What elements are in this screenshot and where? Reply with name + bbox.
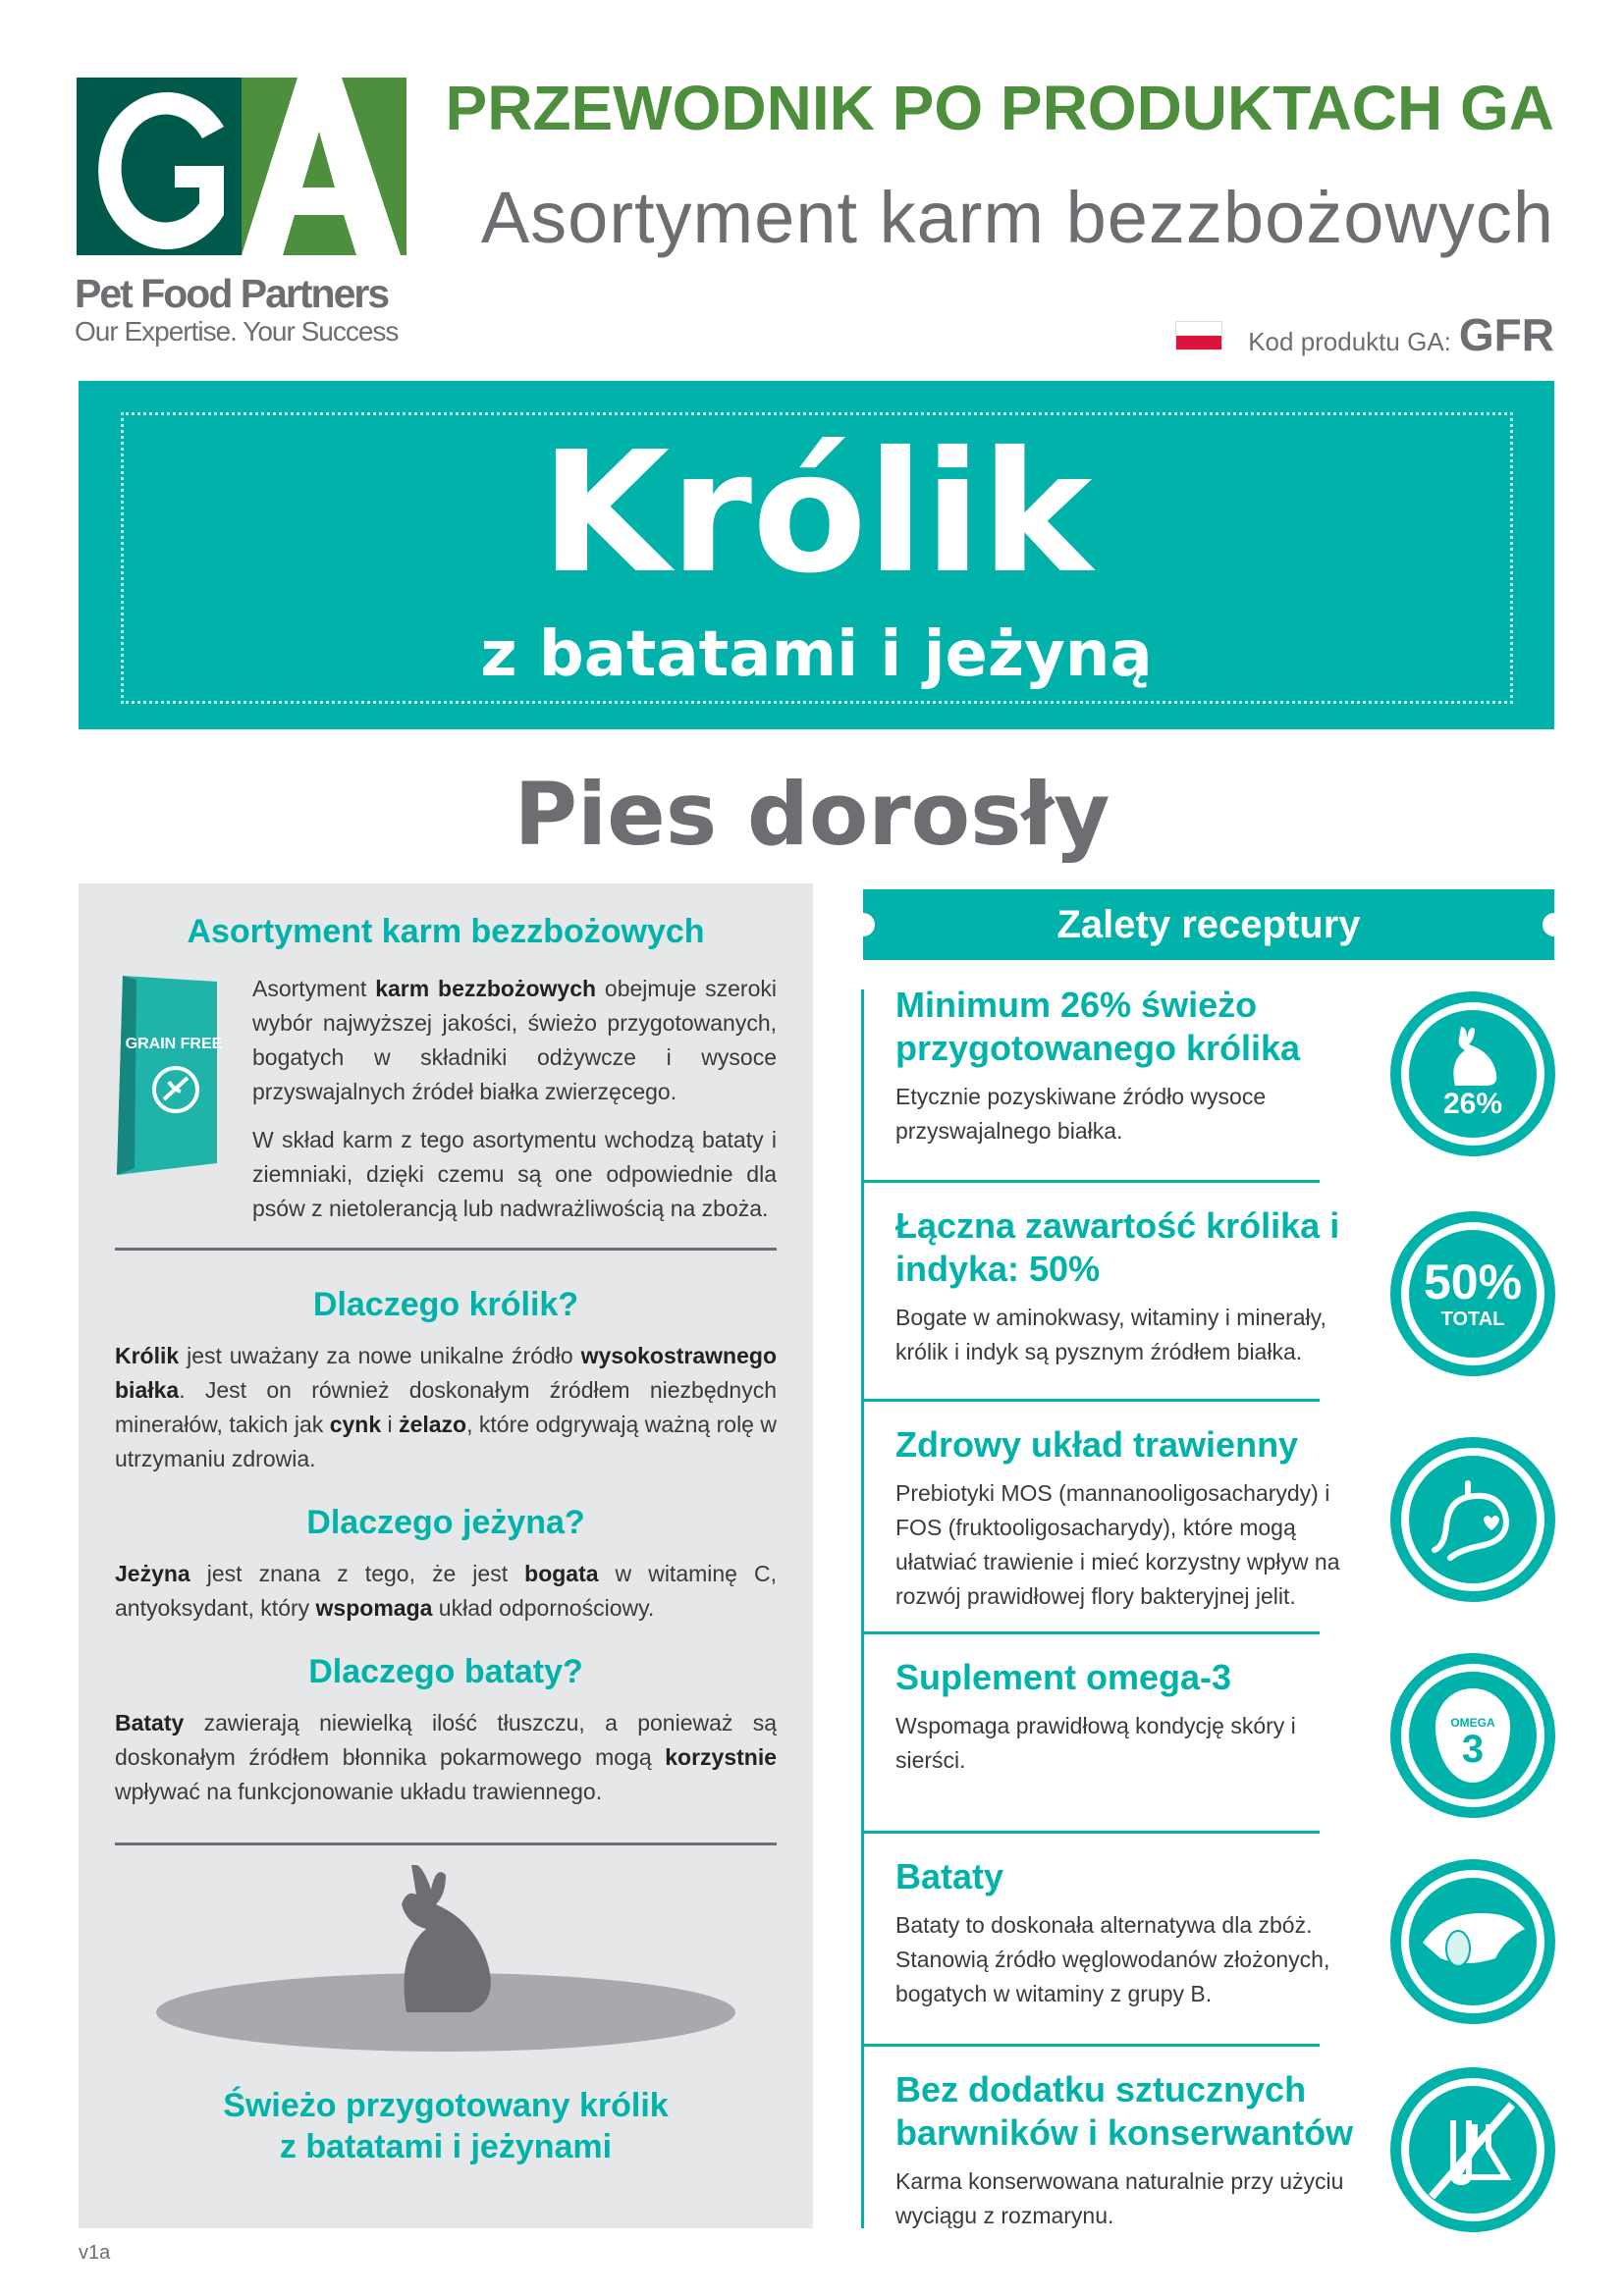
why-sweet-potato-text bbox=[115, 1706, 777, 1809]
bold-text: bogata bbox=[524, 1561, 599, 1586]
svg-text:GRAIN FREE: GRAIN FREE bbox=[125, 1036, 223, 1052]
benefit-title: Zdrowy układ trawienny bbox=[895, 1424, 1299, 1465]
life-stage: Pies dorosły bbox=[514, 764, 1110, 865]
divider bbox=[863, 1180, 1320, 1183]
text-segment: wpływać na funkcjonowanie układu trawiennego. bbox=[115, 1779, 603, 1804]
benefits-heading-bar bbox=[863, 889, 1554, 960]
stomach-glyph-icon bbox=[1429, 1475, 1517, 1564]
bold-text: wspomaga bbox=[315, 1595, 433, 1621]
rabbit-silhouette-icon bbox=[1443, 1027, 1502, 1088]
benefit-item bbox=[863, 984, 1555, 1180]
text-segment: W skład karm z tego asortymentu wchodzą bataty i ziemniaki, dzięki czemu są one odpowiednie dla psów z nietolerancją lub nadwrażliwością na zboża. bbox=[252, 1127, 777, 1221]
drop-shape bbox=[1435, 1688, 1510, 1783]
caption-line-2: z batatami i jeżynami bbox=[279, 2128, 613, 2165]
divider bbox=[115, 1842, 777, 1845]
grain-free-bag-icon bbox=[115, 972, 223, 1180]
stomach-icon bbox=[1390, 1437, 1555, 1602]
percent-icon bbox=[1390, 1211, 1555, 1376]
notch-right bbox=[1543, 913, 1566, 936]
product-code bbox=[1248, 308, 1554, 361]
badge-total: TOTAL bbox=[1440, 1308, 1505, 1330]
text-segment: i bbox=[381, 1412, 400, 1437]
why-blackberry-text bbox=[115, 1557, 777, 1626]
text-segment: Asortyment bbox=[252, 976, 376, 1001]
range-paragraph-2 bbox=[252, 1123, 777, 1226]
flask-crossed-icon bbox=[1414, 2091, 1532, 2209]
benefit-text: Prebiotyki MOS (mannanooligosacharydy) i FOS (fruktooligosacharydy), które mogą ułatwiać trawienie i mieć korzystny wpływ na rozwój prawidłowej flory bakteryjnej jelit. bbox=[895, 1480, 1340, 1609]
sweet-potato-icon bbox=[1390, 1859, 1555, 2024]
benefit-item bbox=[863, 1204, 1555, 1399]
bold-text: karm bezzbożowych bbox=[375, 976, 597, 1001]
divider bbox=[863, 1831, 1320, 1834]
benefits-list bbox=[863, 984, 1555, 2247]
guide-title: PRZEWODNIK PO PRODUKTACH GA bbox=[445, 73, 1554, 143]
badge-50: 50% bbox=[1423, 1255, 1523, 1309]
info-panel bbox=[79, 883, 813, 2228]
no-chemicals-icon bbox=[1390, 2067, 1555, 2232]
bold-text: wysokostrawnego białka bbox=[115, 1343, 777, 1403]
sweet-potato-glyph-icon bbox=[1419, 1907, 1527, 1976]
range-heading: Asortyment karm bezzbożowych bbox=[187, 913, 705, 950]
omega-label: OMEGA bbox=[1450, 1716, 1495, 1730]
divider bbox=[863, 2044, 1320, 2047]
bold-text: Bataty bbox=[115, 1710, 185, 1735]
bold-text: Jeżyna bbox=[115, 1561, 190, 1586]
text-segment: obejmuje szeroki wybór najwyższej jakości, świeżo przygotowanych, bogatych w składniki odżywcze i wysoce przyswajalnych źródeł białka zwierzęcego. bbox=[252, 976, 777, 1104]
benefit-text: Etycznie pozyskiwane źródło wysoce przyswajalnego białka. bbox=[895, 1084, 1267, 1144]
range-paragraph-1 bbox=[252, 972, 777, 1109]
benefit-text: Wspomaga prawidłową kondycję skóry i sierści. bbox=[895, 1713, 1296, 1773]
benefit-text: Bogate w aminokwasy, witaminy i minerały, królik i indyk są pysznym źródłem białka. bbox=[895, 1305, 1326, 1364]
bold-text: żelazo bbox=[399, 1412, 467, 1437]
divider bbox=[863, 1399, 1320, 1402]
benefit-item bbox=[863, 2068, 1555, 2247]
bold-text: cynk bbox=[329, 1412, 382, 1437]
brand-name: Pet Food Partners bbox=[75, 271, 389, 316]
text-segment: jest znana z tego, że jest bbox=[189, 1561, 525, 1586]
why-sweet-potato-heading: Dlaczego bataty? bbox=[308, 1653, 583, 1690]
text-segment: , które odgrywają ważną rolę w utrzymaniu zdrowia. bbox=[115, 1412, 778, 1471]
product-code-value: GFR bbox=[1458, 309, 1554, 360]
benefit-title: Bez dodatku sztucznych barwników i konserwantów bbox=[895, 2069, 1354, 2153]
bold-text: Królik bbox=[115, 1343, 180, 1368]
product-banner bbox=[79, 381, 1554, 729]
bold-text: korzystnie bbox=[665, 1744, 777, 1770]
product-code-label: Kod produktu GA: bbox=[1248, 327, 1451, 356]
benefit-item bbox=[863, 1656, 1555, 1831]
divider bbox=[115, 1248, 777, 1251]
text-segment: . Jest on również doskonałym źródłem niezbędnych minerałów, takich jak bbox=[115, 1377, 777, 1437]
benefit-title: Suplement omega-3 bbox=[895, 1657, 1232, 1697]
benefits-heading: Zalety receptury bbox=[1056, 903, 1361, 946]
product-title: Królik bbox=[540, 416, 1093, 611]
rabbit-icon bbox=[1390, 991, 1555, 1156]
version-label: v1a bbox=[79, 2242, 111, 2264]
benefit-text: Bataty to doskonała alternatywa dla zbóż. Stanowią źródło węglowodanów złożonych, bogatych w witaminy z grupy B. bbox=[895, 1912, 1330, 2006]
ga-logo bbox=[77, 78, 406, 255]
brand-tagline: Our Expertise. Your Success bbox=[75, 316, 399, 347]
text-segment: w witaminę C, antyoksydant, który bbox=[115, 1561, 777, 1621]
text-segment: układ odpornościowy. bbox=[432, 1595, 655, 1621]
omega-number: 3 bbox=[1461, 1728, 1485, 1771]
benefit-title: Bataty bbox=[895, 1856, 1004, 1896]
notch-left bbox=[851, 913, 875, 936]
rabbit-illustration bbox=[151, 1865, 740, 2061]
divider bbox=[863, 1631, 1320, 1634]
product-subtitle: z batatami i jeżyną bbox=[480, 618, 1153, 691]
range-title: Asortyment karm bezzbożowych bbox=[480, 177, 1554, 258]
text-segment: zawierają niewielką ilość tłuszczu, a ponieważ są doskonałym źródłem błonnika pokarmowego mogą bbox=[115, 1710, 777, 1770]
why-blackberry-heading: Dlaczego jeżyna? bbox=[306, 1504, 585, 1541]
benefit-item bbox=[863, 1855, 1555, 2044]
why-rabbit-text bbox=[115, 1339, 777, 1476]
badge-26: 26% bbox=[1442, 1088, 1503, 1120]
poland-flag-icon bbox=[1175, 321, 1222, 350]
why-rabbit-heading: Dlaczego królik? bbox=[312, 1286, 579, 1323]
range-intro bbox=[115, 972, 777, 1226]
benefit-text: Karma konserwowana naturalnie przy użyciu wyciągu z rozmarynu. bbox=[895, 2168, 1344, 2228]
benefit-item bbox=[863, 1423, 1555, 1631]
benefit-title: Minimum 26% świeżo przygotowanego królika bbox=[895, 985, 1301, 1068]
text-segment: jest uważany za nowe unikalne źródło bbox=[179, 1343, 581, 1368]
caption-line-1: Świeżo przygotowany królik bbox=[223, 2087, 669, 2124]
benefit-title: Łączna zawartość królika i indyka: 50% bbox=[895, 1205, 1340, 1289]
omega-drop-icon bbox=[1390, 1653, 1555, 1818]
